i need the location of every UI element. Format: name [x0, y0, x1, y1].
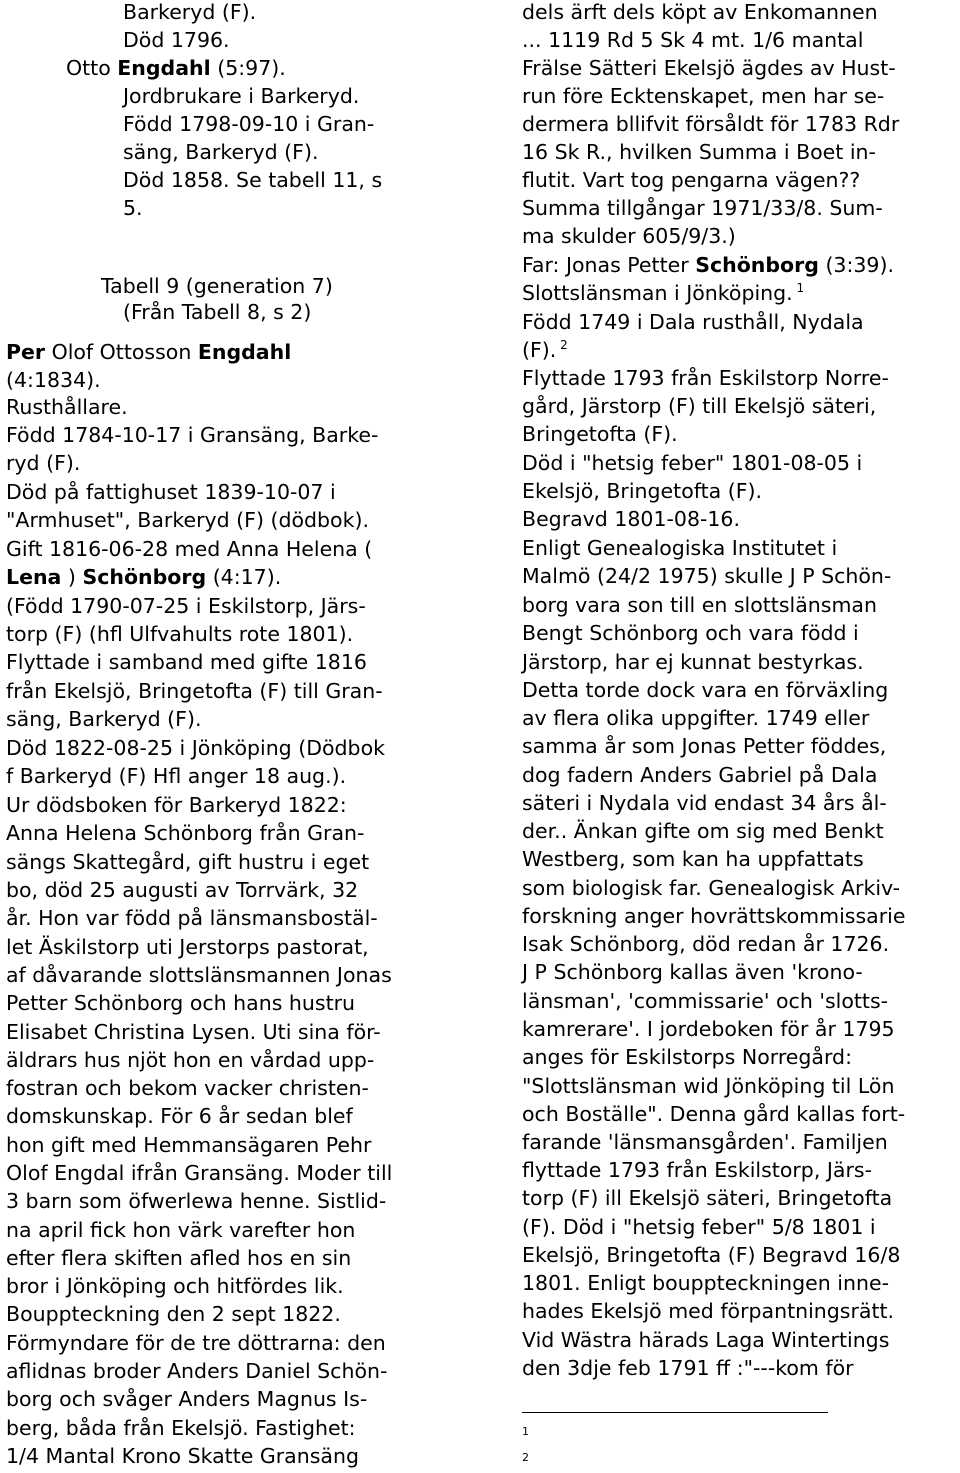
- text-segment: flyttade 1793 från Eskilstorp, Järs-: [522, 1158, 872, 1182]
- text-segment: gård, Järstorp (F) till Ekelsjö säteri,: [522, 394, 877, 418]
- text-segment: (4:17).: [206, 565, 282, 589]
- right_column-line: [522, 449, 862, 477]
- text-segment: Frälse Sätteri Ekelsjö ägdes av Hust-: [522, 56, 896, 80]
- text-segment: Vid Wästra härads Laga Wintertings: [522, 1328, 890, 1352]
- right_column-line: [522, 420, 678, 448]
- text-segment: bo, död 25 augusti av Torrvärk, 32: [6, 878, 359, 902]
- right_column-line: [522, 761, 877, 789]
- right_column-line: [522, 958, 863, 986]
- right_column-line: [522, 505, 740, 533]
- text-segment: ma skulder 605/9/3.): [522, 224, 736, 248]
- text-segment: af dåvarande slottslänsmannen Jonas: [6, 963, 392, 987]
- text-segment: run före Ecktenskapet, men har se-: [522, 84, 885, 108]
- text-segment: hades Ekelsjö med förpantningsrätt.: [522, 1299, 895, 1323]
- right_column-line: [522, 1297, 894, 1325]
- text-segment: farande 'länsmansgården'. Familjen: [522, 1130, 888, 1154]
- text-segment: Isak Schönborg, död redan år 1726.: [522, 932, 890, 956]
- text-segment: Död på fattighuset 1839-10-07 i: [6, 480, 336, 504]
- text-segment: säteri i Nydala vid endast 34 års ål-: [522, 791, 887, 815]
- right_column-line: [522, 194, 883, 222]
- text-segment: Elisabet Christina Lysen. Uti sina för-: [6, 1020, 381, 1044]
- text-segment: 1/4 Mantal Krono Skatte Gransäng: [6, 1444, 359, 1468]
- right_column-line: [522, 1354, 854, 1382]
- text-segment: Jordbrukare i Barkeryd.: [123, 84, 360, 108]
- right_column-line: [522, 987, 888, 1015]
- text-segment: Flyttade 1793 från Eskilstorp Norre-: [522, 366, 889, 390]
- text-segment: forskning anger hovrättskommissarie: [522, 904, 906, 928]
- right_column-line: [522, 874, 900, 902]
- text-segment: ... 1119 Rd 5 Sk 4 mt. 1/6 mantal: [522, 28, 864, 52]
- text-segment: sängs Skattegård, gift hustru i eget: [6, 850, 370, 874]
- text-segment: flutit. Vart tog pengarna vägen??: [522, 168, 861, 192]
- right_column-line: [522, 930, 889, 958]
- text-segment: berg, båda från Ekelsjö. Fastighet:: [6, 1416, 356, 1440]
- right_column-line: [522, 1072, 894, 1100]
- text-segment: Flyttade i samband med gifte 1816: [6, 650, 367, 674]
- text-segment: borg vara son till en slottslänsman: [522, 593, 877, 617]
- text-segment: torp (F) ill Ekelsjö säteri, Bringetofta: [522, 1186, 893, 1210]
- right_column-line: [522, 392, 876, 420]
- right_column-line: [522, 1043, 852, 1071]
- right_column-line: [522, 279, 804, 307]
- footnote-ref: 1: [792, 281, 805, 296]
- right_column-line: [522, 817, 884, 845]
- text-segment: Gift 1816-06-28 med Anna Helena (: [6, 537, 373, 561]
- text-segment: 1801. Enligt bouppteckningen inne-: [522, 1271, 889, 1295]
- text-segment: Schönborg: [82, 565, 207, 589]
- text-segment: Död 1822-08-25 i Jönköping (Dödbok: [6, 736, 385, 760]
- text-segment: Westberg, som kan ha uppfattats: [522, 847, 864, 871]
- right_column-line: [522, 477, 762, 505]
- text-segment: bror i Jönköping och hitfördes lik.: [6, 1274, 344, 1298]
- text-segment: Ekelsjö, Bringetofta (F).: [522, 479, 763, 503]
- right_column-line: [522, 166, 860, 194]
- right_column-line: [522, 1100, 905, 1128]
- right_column-line: [522, 26, 863, 54]
- text-segment: Död 1796.: [123, 28, 230, 52]
- text-segment: (Född 1790-07-25 i Eskilstorp, Järs-: [6, 594, 366, 618]
- text-segment: "Slottslänsman wid Jönköping til Lön: [522, 1074, 895, 1098]
- right_column-line: [522, 251, 894, 279]
- text-segment: torp (F) (hfl Ulfvahults rote 1801).: [6, 622, 354, 646]
- text-segment: f Barkeryd (F) Hfl anger 18 aug.).: [6, 764, 347, 788]
- text-segment: (Från Tabell 8, s 2): [123, 300, 312, 324]
- text-segment: Petter Schönborg och hans hustru: [6, 991, 356, 1015]
- right_column-line: [522, 562, 891, 590]
- right_column-line: [522, 1015, 895, 1043]
- text-segment: Född 1749 i Dala rusthåll, Nydala: [522, 310, 864, 334]
- text-segment: let Äskilstorp uti Jerstorps pastorat,: [6, 935, 369, 959]
- text-segment: Begravd 1801-08-16.: [522, 507, 740, 531]
- text-segment: Bengt Schönborg och vara född i: [522, 621, 859, 645]
- text-segment: hon gift med Hemmansägaren Pehr: [6, 1133, 372, 1157]
- text-segment: Olof Engdal ifrån Gransäng. Moder till: [6, 1161, 393, 1185]
- text-segment: Far: Jonas Petter: [522, 253, 696, 277]
- text-segment: Malmö (24/2 1975) skulle J P Schön-: [522, 564, 892, 588]
- text-segment: Anna Helena Schönborg från Gran-: [6, 821, 365, 845]
- text-segment: Enligt Genealogiska Institutet i: [522, 536, 838, 560]
- right_column-line: [522, 902, 905, 930]
- text-segment: Slottslänsman i Jönköping.: [522, 281, 793, 305]
- right_column-line: [522, 222, 736, 250]
- text-segment: Ekelsjö, Bringetofta (F) Begravd 16/8: [522, 1243, 901, 1267]
- right_column-line: [522, 1326, 889, 1354]
- right_column-line: [522, 704, 869, 732]
- text-segment: aflidnas broder Anders Daniel Schön-: [6, 1359, 388, 1383]
- text-segment: Järstorp, har ej kunnat bestyrkas.: [522, 650, 864, 674]
- text-segment: anges för Eskilstorps Norregård:: [522, 1045, 852, 1069]
- right_column-line: [522, 789, 887, 817]
- footnote-1-number: 1: [522, 1425, 529, 1438]
- right_column-line: [522, 1184, 892, 1212]
- right_column-line: [522, 0, 878, 26]
- text-segment: Bouppteckning den 2 sept 1822.: [6, 1302, 341, 1326]
- text-segment: Lena: [6, 565, 62, 589]
- text-segment: dels ärft dels köpt av Enkomannen: [522, 0, 878, 24]
- text-segment: länsman', 'commissarie' och 'slotts-: [522, 989, 889, 1013]
- text-segment: Tabell 9 (generation 7): [101, 274, 333, 298]
- right_column-line: [522, 364, 889, 392]
- text-segment: domskunskap. För 6 år sedan blef: [6, 1104, 353, 1128]
- text-segment: Bringetofta (F).: [522, 422, 678, 446]
- text-segment: Otto: [66, 56, 118, 80]
- text-segment: från Ekelsjö, Bringetofta (F) till Gran-: [6, 679, 383, 703]
- text-segment: Olof Ottosson: [45, 340, 198, 364]
- right_column-line: [522, 845, 864, 873]
- text-segment: Engdahl: [117, 56, 211, 80]
- text-segment: der.. Änkan gifte om sig med Benkt: [522, 819, 884, 843]
- right_column-line: [522, 308, 864, 336]
- right_column-line: [522, 676, 888, 704]
- text-segment: Engdahl: [197, 340, 292, 364]
- footnote-separator: [522, 1412, 828, 1413]
- text-segment: 3 barn som öfwerlewa henne. Sistlid-: [6, 1189, 387, 1213]
- text-segment: (5:97).: [210, 56, 286, 80]
- text-segment: och Boställe". Denna gård kallas fort-: [522, 1102, 906, 1126]
- text-segment: Rusthållare.: [6, 395, 128, 419]
- text-segment: säng, Barkeryd (F).: [6, 707, 202, 731]
- right_column-line: [522, 534, 837, 562]
- right_column-line: [522, 619, 859, 647]
- right_column-line: [522, 336, 568, 364]
- text-segment: av flera olika uppgifter. 1749 eller: [522, 706, 870, 730]
- text-segment: ryd (F).: [6, 451, 81, 475]
- right_column-line: [522, 1269, 889, 1297]
- right_column-line: [522, 648, 864, 676]
- right_column-line: [522, 110, 899, 138]
- right_column-line: [522, 1128, 888, 1156]
- text-segment: Summa tillgångar 1971/33/8. Sum-: [522, 196, 883, 220]
- text-segment: J P Schönborg kallas även 'krono-: [522, 960, 863, 984]
- text-segment: borg och svåger Anders Magnus Is-: [6, 1387, 368, 1411]
- text-segment: Död 1858. Se tabell 11, s: [123, 168, 383, 192]
- text-segment: "Armhuset", Barkeryd (F) (dödbok).: [6, 508, 369, 532]
- right_column-line: [522, 138, 876, 166]
- right_column-line: [522, 732, 886, 760]
- text-segment: Född 1798-09-10 i Gran-: [123, 112, 375, 136]
- text-segment: Schönborg: [695, 253, 819, 277]
- text-segment: Barkeryd (F).: [123, 0, 257, 24]
- right_column-line: [522, 82, 884, 110]
- text-segment: Ur dödsboken för Barkeryd 1822:: [6, 793, 347, 817]
- text-segment: ): [61, 565, 83, 589]
- text-segment: Död i "hetsig feber" 1801-08-05 i: [522, 451, 863, 475]
- text-segment: na april fick hon värk varefter hon: [6, 1218, 356, 1242]
- text-segment: kamrerare'. I jordeboken för år 1795: [522, 1017, 895, 1041]
- footnote-2-number: 2: [522, 1451, 529, 1464]
- footnote-ref: 2: [556, 338, 568, 353]
- text-segment: dermera bllifvit försåldt för 1783 Rdr: [522, 112, 900, 136]
- text-segment: (4:1834).: [6, 368, 101, 392]
- text-segment: 16 Sk R., hvilken Summa i Boet in-: [522, 140, 876, 164]
- text-segment: fostran och bekom vacker christen-: [6, 1076, 369, 1100]
- text-segment: Förmyndare för de tre döttrarna: den: [6, 1331, 386, 1355]
- text-segment: äldrars hus njöt hon en vårdad upp-: [6, 1048, 375, 1072]
- text-segment: (F). Död i "hetsig feber" 5/8 1801 i: [522, 1215, 876, 1239]
- right_column-line: [522, 591, 877, 619]
- text-segment: Detta torde dock vara en förväxling: [522, 678, 889, 702]
- text-segment: (F).: [522, 338, 557, 362]
- text-segment: dog fadern Anders Gabriel på Dala: [522, 763, 878, 787]
- right_column-line: [522, 1156, 872, 1184]
- text-segment: Per: [6, 340, 46, 364]
- text-segment: Född 1784-10-17 i Gransäng, Barke-: [6, 423, 379, 447]
- right_column-line: [522, 1213, 876, 1241]
- text-segment: den 3dje feb 1791 ff :"---kom för: [522, 1356, 854, 1380]
- text-segment: (3:39).: [818, 253, 894, 277]
- text-segment: 5.: [123, 196, 143, 220]
- text-segment: som biologisk far. Genealogisk Arkiv-: [522, 876, 901, 900]
- text-segment: efter flera skiften afled hos en sin: [6, 1246, 352, 1270]
- text-segment: samma år som Jonas Petter föddes,: [522, 734, 887, 758]
- right_column-line: [522, 54, 896, 82]
- right_column-line: [522, 1241, 900, 1269]
- text-segment: säng, Barkeryd (F).: [123, 140, 319, 164]
- text-segment: år. Hon var född på länsmansbostäl-: [6, 906, 378, 930]
